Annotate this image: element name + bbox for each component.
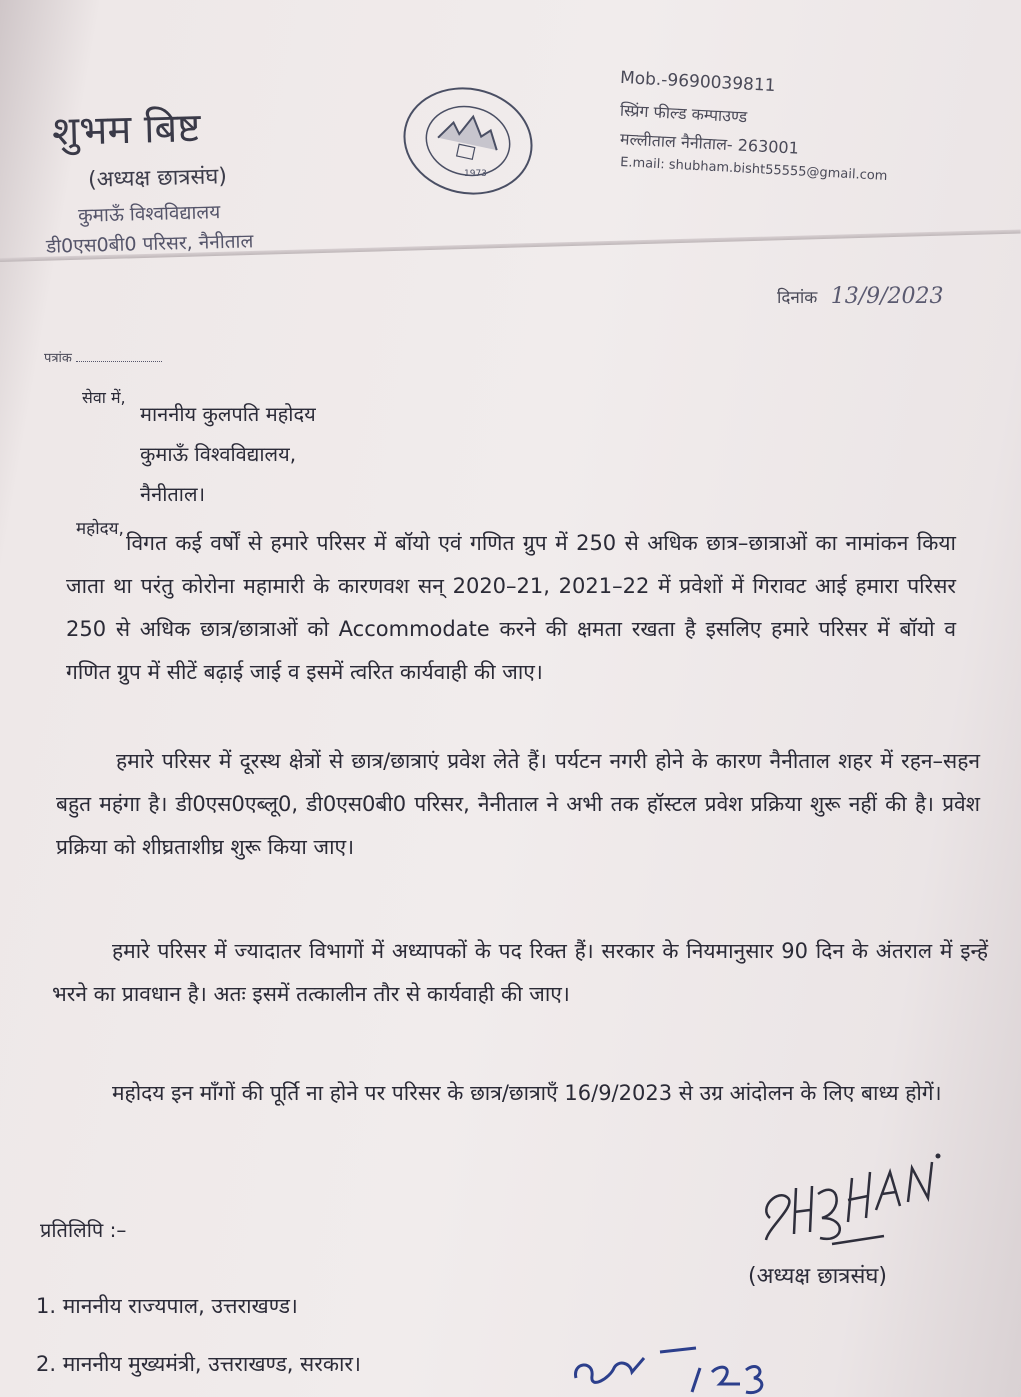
handwritten-signature [748, 1148, 948, 1252]
received-initials-mark [570, 1338, 770, 1397]
signatory-designation: (अध्यक्ष छात्रसंघ) [748, 1264, 887, 1289]
recipient-line2: कुमाऊँ विश्वविद्यालय, [140, 442, 297, 466]
contact-address-line2: मल्लीताल नैनीताल- 263001 [619, 129, 800, 158]
sender-name: शुभम बिष्ट [51, 105, 202, 155]
body-paragraph: हमारे परिसर में दूरस्थ क्षेत्रों से छात्र/छात्राएं प्रवेश लेते हैं। पर्यटन नगरी होने के कारण नैनीताल शहर में रहन–सहन बहुत महंगा है। डी0एस0एब्लू0, डी0एस0बी0 परिसर, नैनीताल ने अभी तक हॉस्टल प्रवेश प्रक्रिया शुरू नहीं की है। प्रवेश प्रक्रिया को शीघ्रताशीघ्र शुरू किया जाए। [56, 749, 980, 859]
recipient-greeting: सेवा में, [82, 388, 126, 407]
date-line [777, 284, 944, 309]
recipient-line3: नैनीताल। [140, 482, 206, 506]
date-value: 13/9/2023 [830, 284, 944, 309]
contact-address-line1: स्प्रिंग फील्ड कम्पाउण्ड [619, 100, 748, 127]
seal-year: 1973 [464, 169, 487, 179]
reference-blank [76, 361, 162, 362]
copy-to-item: 2. माननीय मुख्यमंत्री, उत्तराखण्ड, सरकार। [36, 1352, 361, 1376]
copy-to-label: प्रतिलिपि :– [40, 1218, 127, 1242]
date-label: दिनांक [777, 288, 818, 308]
body-paragraph: महोदय इन माँगों की पूर्ति ना होने पर परिसर के छात्र/छात्राएँ 16/9/2023 से उग्र आंदोलन के लिए बाध्य होगें। [112, 1081, 942, 1105]
recipient-line1: माननीय कुलपति महोदय [140, 402, 316, 426]
reference-line [44, 348, 162, 366]
sender-campus: डी0एस0बी0 परिसर, नैनीताल [45, 230, 254, 258]
sender-university: कुमाऊँ विश्वविद्यालय [77, 201, 221, 227]
contact-mobile: Mob.-9690039811 [619, 67, 776, 97]
salutation: महोदय, [76, 519, 124, 539]
copy-to-item: 1. माननीय राज्यपाल, उत्तराखण्ड। [36, 1294, 298, 1318]
sender-designation: (अध्यक्ष छात्रसंघ) [87, 164, 228, 193]
reference-label: पत्रांक [44, 351, 72, 366]
body-paragraph: हमारे परिसर में ज्यादातर विभागों में अध्यापकों के पद रिक्त हैं। सरकार के नियमानुसार 90 दिन के अंतराल में इन्हें भरने का प्रावधान है। अतः इसमें तत्कालीन तौर से कार्यवाही की जाए। [52, 939, 988, 1006]
contact-email: E.mail: shubham.bisht55555@gmail.com [619, 155, 888, 184]
body-paragraph: विगत कई वर्षों से हमारे परिसर में बॉयो एवं गणित ग्रुप में 250 से अधिक छात्र–छात्राओं का नामांकन किया जाता था परंतु कोरोना महामारी के कारणवश सन् 2020–21, 2021–22 में प्रवेशों में गिरावट आई हमारा परिसर 250 से अधिक छात्र/छात्राओं को Accommodate करने की क्षमता रखता है इसलिए हमारे परिसर में बॉयो व गणित ग्रुप में सीटें बढ़ाई जाई व इसमें त्वरित कार्यवाही की जाए। [66, 531, 956, 684]
university-seal [398, 82, 538, 200]
